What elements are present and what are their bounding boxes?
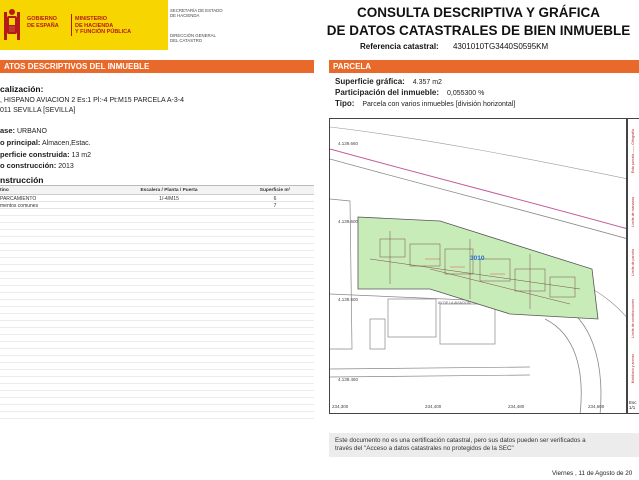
table-empty-row — [0, 356, 314, 363]
ref-value: 4301010TG3440S0595KM — [452, 42, 549, 51]
anio-row — [0, 161, 74, 170]
map-y-label: 4.139.500 — [338, 297, 359, 302]
legend-text: Mobiliario y aceras — [631, 354, 635, 384]
participacion-label: Participación del inmueble: — [335, 88, 440, 97]
superficie-label: perficie construida: — [0, 150, 70, 159]
tipo-label: Tipo: — [335, 99, 355, 108]
superficie-grafica-row — [335, 77, 442, 86]
coat-of-arms-icon — [2, 6, 22, 44]
cell: mentos comunes — [0, 203, 39, 209]
table-empty-row — [0, 384, 314, 391]
document-date: Viernes , 11 de Agosto de 20 — [552, 470, 633, 477]
superficie-value: 13 m2 — [71, 152, 92, 159]
ref-label: Referencia catastral: — [360, 42, 439, 51]
table-empty-row — [0, 307, 314, 314]
table-empty-row — [0, 293, 314, 300]
table-row — [0, 195, 314, 202]
table-empty-row — [0, 377, 314, 384]
localizacion-line1: , HISPANO AVIACION 2 Es:1 Pl:-4 Pt:M15 PARCELA A-3-4 — [0, 97, 185, 104]
map-x-label: 234,400 — [425, 404, 442, 409]
cell: 7 — [273, 203, 277, 209]
table-empty-row — [0, 328, 314, 335]
clase-label: ase: — [0, 126, 16, 135]
legend-text: Limite de manzana — [631, 197, 635, 227]
disclaimer-line1: Este documento no es una certificación catastral, pero sus datos pueden ser verificados a — [335, 437, 586, 444]
table-empty-row — [0, 335, 314, 342]
table-empty-rows — [0, 209, 314, 419]
table-header — [0, 186, 314, 195]
map-x-label: 234,600 — [588, 404, 605, 409]
tipo-row — [335, 99, 515, 108]
disclaimer-box — [329, 433, 639, 457]
table-empty-row — [0, 286, 314, 293]
table-empty-row — [0, 321, 314, 328]
table-empty-row — [0, 391, 314, 398]
escala-label: Esc 1/1 — [629, 400, 637, 410]
table-empty-row — [0, 342, 314, 349]
table-empty-row — [0, 412, 314, 419]
map-y-label: 4.139.600 — [338, 219, 359, 224]
table-empty-row — [0, 349, 314, 356]
gobierno-logo — [0, 0, 168, 50]
construccion-title: nstrucción — [0, 175, 44, 185]
uso-label: o principal: — [0, 138, 41, 147]
col-destino: tino — [0, 188, 9, 193]
col-escalera: Escalera / Planta / Puerta — [140, 188, 198, 193]
table-empty-row — [0, 216, 314, 223]
map-y-label: 4.139.660 — [338, 141, 359, 146]
tipo-value: Parcela con varios inmuebles [división horizontal] — [362, 101, 516, 108]
cell: 1/-4/M15 — [159, 196, 179, 202]
localizacion-line2: 011 SEVILLA [SEVILLA] — [0, 107, 76, 114]
direccion-general-text: DIRECCIÓN GENERAL DEL CATASTRO — [170, 33, 216, 43]
anio-value: 2013 — [58, 163, 74, 170]
section-parcela: PARCELA — [329, 60, 639, 73]
secretaria-text: SECRETARÍA DE ESTADO DE HACIENDA — [170, 8, 223, 18]
legend-text: Límite de parcela — [631, 249, 635, 276]
table-empty-row — [0, 258, 314, 265]
section-datos-descriptivos: ATOS DESCRIPTIVOS DEL INMUEBLE — [0, 60, 314, 73]
street-label: AV DE LA AVIACION — [438, 301, 471, 305]
table-empty-row — [0, 363, 314, 370]
logo-divider — [71, 14, 72, 36]
uso-value: Almacen,Estac. — [41, 140, 91, 147]
map-x-label: 234,300 — [332, 404, 349, 409]
sup-grafica-label: Superficie gráfica: — [335, 77, 405, 86]
table-row — [0, 202, 314, 209]
construccion-table — [0, 185, 314, 419]
table-empty-row — [0, 279, 314, 286]
table-empty-row — [0, 209, 314, 216]
clase-row — [0, 126, 47, 135]
disclaimer-line2: través del "Acceso a datos catastrales no protegidos de la SEC" — [335, 445, 514, 452]
map-x-label: 234,480 — [508, 404, 525, 409]
table-empty-row — [0, 265, 314, 272]
referencia-catastral — [360, 42, 548, 51]
table-empty-row — [0, 272, 314, 279]
table-empty-row — [0, 314, 314, 321]
table-empty-row — [0, 230, 314, 237]
col-superficie: Superficie m² — [259, 188, 291, 193]
map-legend-strip — [627, 118, 639, 414]
page-title: CONSULTA DESCRIPTIVA Y GRÁFICA DE DATOS CATASTRALES DE BIEN INMUEBLE — [326, 5, 631, 38]
anio-label: o construcción: — [0, 161, 57, 170]
legend-text: Límite de construcciones — [631, 299, 635, 338]
table-empty-row — [0, 398, 314, 405]
table-empty-row — [0, 370, 314, 377]
sup-grafica-value: 4.357 m2 — [412, 79, 442, 86]
table-empty-row — [0, 251, 314, 258]
gobierno-text: GOBIERNO DE ESPAÑA — [27, 16, 59, 29]
table-empty-row — [0, 237, 314, 244]
ministerio-text: MINISTERIO DE HACIENDA Y FUNCIÓN PÚBLICA — [75, 16, 132, 35]
legend-text: Esta parcela —— Ortografía — [631, 129, 635, 174]
uso-row — [0, 138, 91, 147]
table-empty-row — [0, 300, 314, 307]
participacion-value: 0,055300 % — [446, 90, 485, 97]
map-y-label: 4.139.460 — [338, 377, 359, 382]
table-empty-row — [0, 223, 314, 230]
participacion-row — [335, 88, 484, 97]
clase-value: URBANO — [16, 128, 47, 135]
localizacion-label: calización: — [0, 84, 44, 94]
superficie-row — [0, 150, 91, 159]
parcel-number-label: 3010 — [470, 255, 485, 262]
table-empty-row — [0, 244, 314, 251]
parcel-map[interactable] — [329, 118, 627, 414]
cell: PARCAMIENTO — [0, 196, 37, 202]
table-empty-row — [0, 405, 314, 412]
parcel-map-drawing — [330, 119, 627, 414]
cell: 6 — [273, 196, 277, 202]
